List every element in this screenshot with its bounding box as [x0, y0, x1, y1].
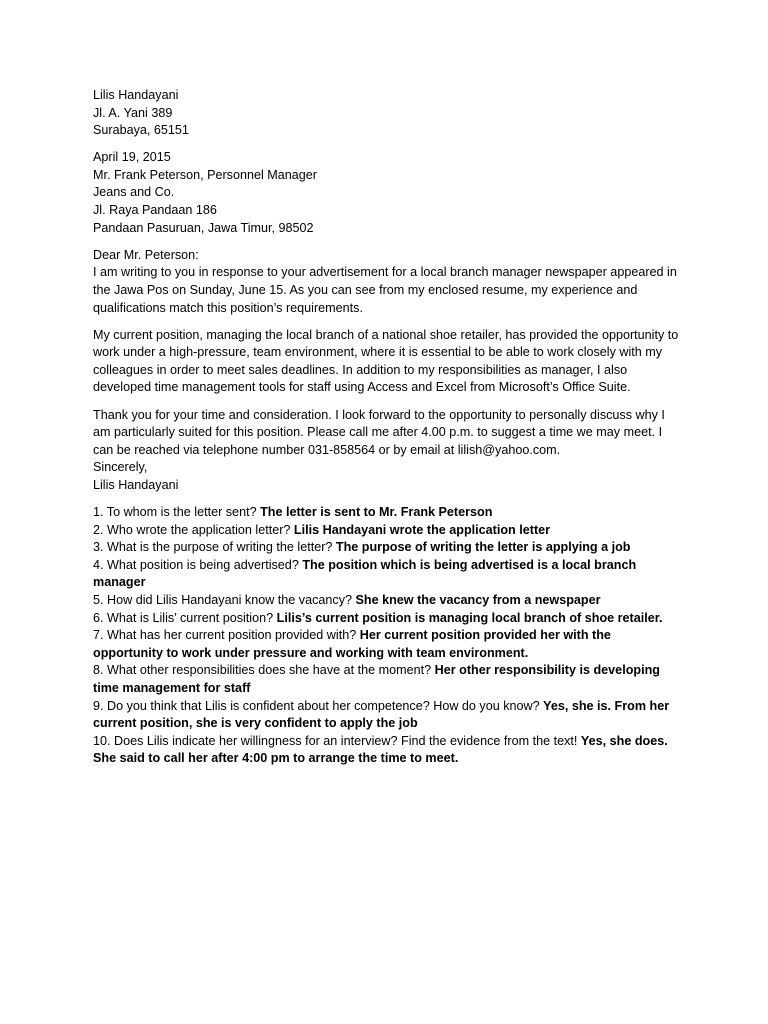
salutation: Dear Mr. Peterson: — [93, 247, 199, 262]
letter-body — [93, 327, 683, 397]
sender-name: Lilis Handayani — [93, 88, 179, 102]
answer-text: Lilis’s current position is managing local branch of shoe retailer. — [276, 610, 663, 625]
answer-text: Yes, she is. From her current position, she is very confident to apply the job — [93, 698, 670, 731]
question-text: 3. What is the purpose of writing the letter? — [93, 540, 336, 555]
question-text: 4. What position is being advertised? — [93, 557, 303, 572]
question-item — [93, 733, 683, 768]
question-item — [93, 539, 683, 557]
paragraph-2: My current position, managing the local branch of a national shoe retailer, has provided the opportunity to work under a high-pressure, team environment, where it is essential to be able to work closely with my colleagues in order to meet sales deadlines. In addition to my responsibilities as manager, I also developed time management tools for staff using Access and Excel from Microsoft’s Office Suite. — [93, 327, 679, 395]
letter-date: April 19, 2015 — [93, 150, 171, 165]
question-text: 1. To whom is the letter sent? — [93, 504, 261, 519]
question-text: 8. What other responsibilities does she have at the moment? — [93, 663, 435, 678]
question-item — [93, 610, 683, 628]
answer-text: The letter is sent to Mr. Frank Peterson — [260, 504, 493, 519]
answer-text: Yes, she does. She said to call her after 4:00 pm to arrange the time to meet. — [93, 733, 668, 766]
document-page — [93, 87, 683, 768]
question-item — [93, 504, 683, 522]
recipient-street: Jl. Raya Pandaan 186 — [93, 203, 217, 218]
question-text: 2. Who wrote the application letter? — [93, 522, 294, 537]
answer-text: Lilis Handayani wrote the application letter — [293, 522, 551, 537]
question-text: 5. How did Lilis Handayani know the vacancy? — [93, 592, 356, 607]
paragraph-1: I am writing to you in response to your advertisement for a local branch manager newspaper appeared in the Jawa Pos on Sunday, June 15. As you can see from my enclosed resume, my experience and qualifications match this position’s requirements. — [93, 265, 677, 315]
letter-opening — [93, 247, 683, 317]
answer-text: The position which is being advertised is a local branch manager — [93, 557, 637, 590]
sender-city: Surabaya, 65151 — [93, 123, 189, 138]
letter-closing — [93, 407, 683, 495]
answer-text: She knew the vacancy from a newspaper — [355, 592, 601, 607]
question-item — [93, 557, 683, 592]
question-item — [93, 592, 683, 610]
question-text: 9. Do you think that Lilis is confident about her competence? How do you know? — [93, 698, 544, 713]
answer-text: Her other responsibility is developing time management for staff — [93, 663, 660, 695]
recipient-city: Pandaan Pasuruan, Jawa Timur, 98502 — [93, 220, 314, 235]
recipient-address — [93, 149, 683, 237]
question-item — [93, 698, 683, 733]
answer-text: The purpose of writing the letter is applying a job — [335, 540, 631, 555]
question-item — [93, 522, 683, 540]
question-item — [93, 627, 683, 662]
question-text: 6. What is Lilis’ current position? — [93, 610, 277, 625]
recipient-company: Jeans and Co. — [93, 185, 175, 200]
question-text: 10. Does Lilis indicate her willingness for an interview? Find the evidence from the text! — [93, 733, 581, 748]
paragraph-3: Thank you for your time and consideration. I look forward to the opportunity to personally discuss why I am particularly suited for this position. Please call me after 4.00 p.m. to suggest a time we may meet. I can be reached via telephone number 031-858564 or by email at lilish@yahoo.com. — [93, 407, 665, 457]
signature-name: Lilis Handayani — [93, 477, 179, 492]
closing: Sincerely, — [93, 460, 148, 475]
question-item — [93, 662, 683, 697]
answer-text: Her current position provided her with the opportunity to work under pressure and working with team environment. — [93, 628, 611, 660]
question-list — [93, 504, 683, 768]
recipient-name-title: Mr. Frank Peterson, Personnel Manager — [93, 167, 317, 182]
sender-address — [93, 87, 683, 140]
question-text: 7. What has her current position provided with? — [93, 628, 360, 643]
sender-street: Jl. A. Yani 389 — [93, 105, 173, 120]
